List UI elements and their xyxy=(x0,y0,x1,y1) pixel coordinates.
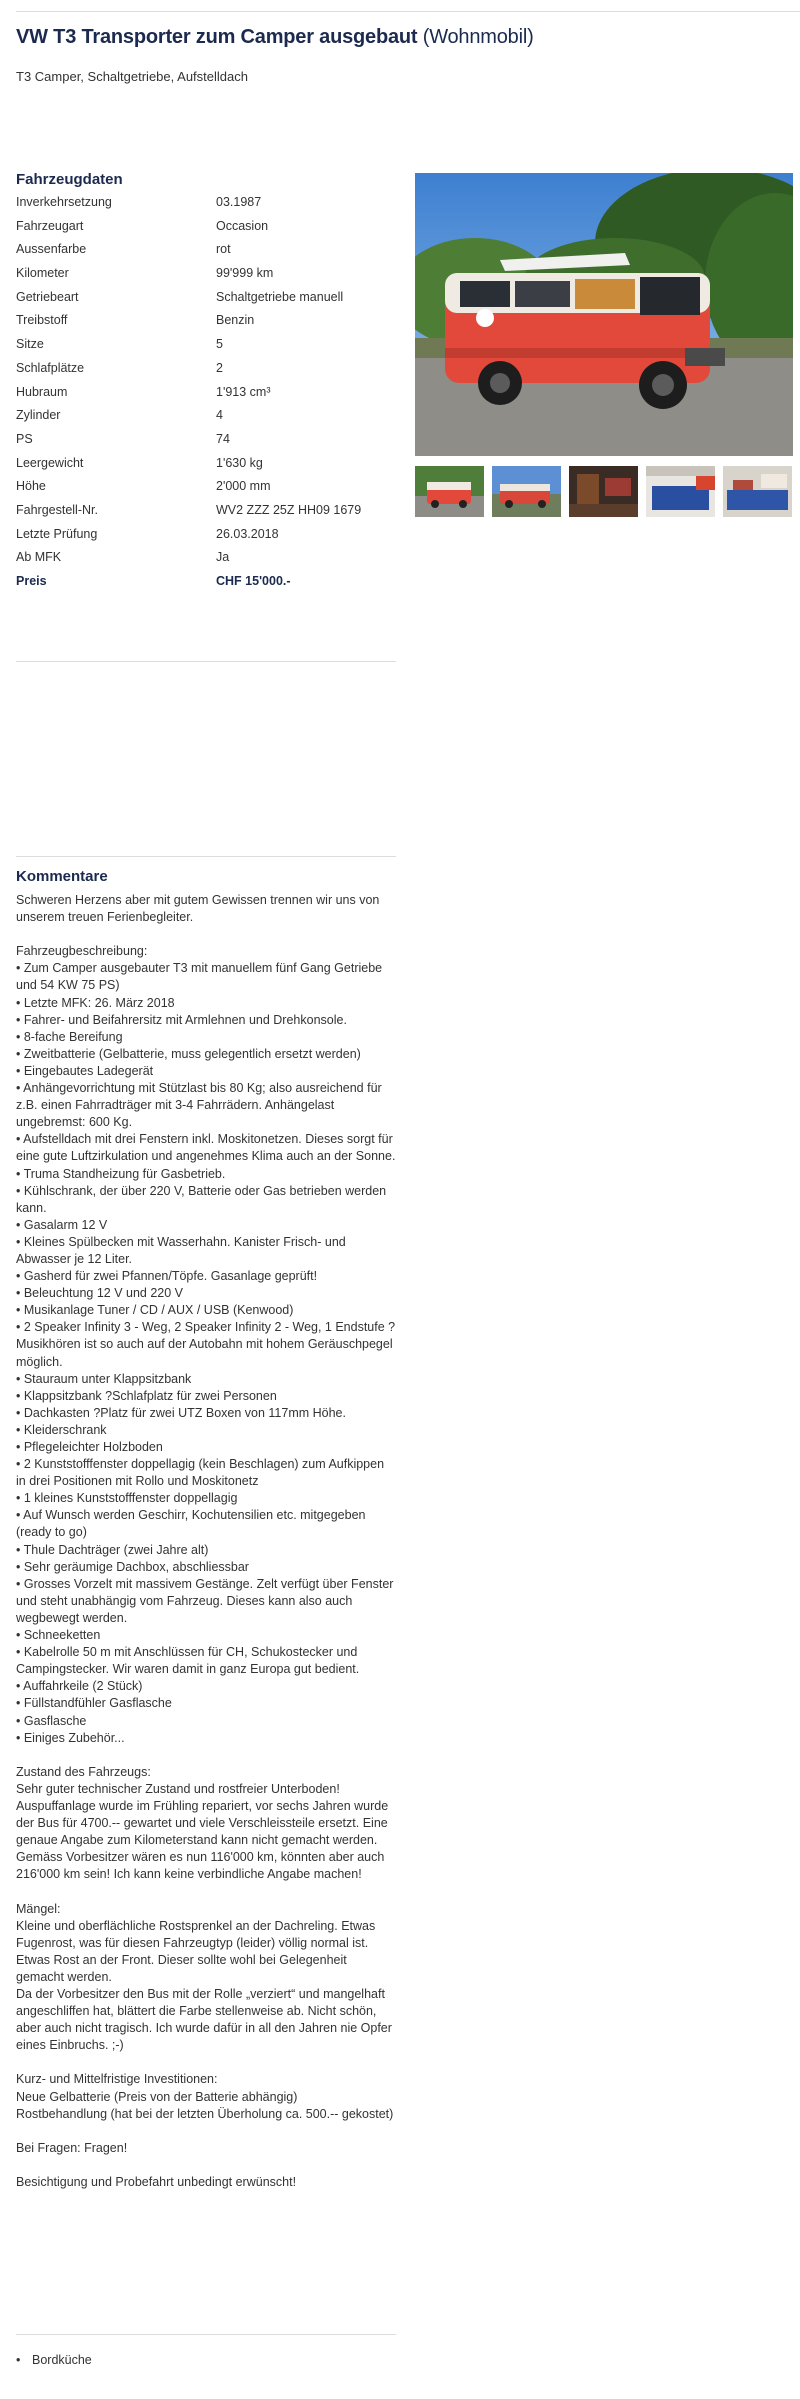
thumbnail-side-icon xyxy=(492,466,561,517)
comments-text: Schweren Herzens aber mit gutem Gewissen trennen wir uns von unserem treuen Ferienbegleiter. Fahrzeugbeschreibung: • Zum Camper ausgebauter T3 mit manuellem fünf Gang Getriebe und 54 KW 75 PS) • Letzte MFK: 26. März 2018 • Fahrer- und Beifahrersitz mit Armlehnen und Drehkonsole. • 8-fache Bereifung • Zweitbatterie (Gelbatterie, muss gelegentlich ersetzt werden) • Eingebautes Ladegerät • Anhängevorrichtung mit Stützlast bis 80 Kg; also ausreichend für z.B. einen Fahrradträger mit 3-4 Fahrrädern. Anhängelast ungebremst: 600 Kg. • Aufstelldach mit drei Fenstern inkl. Moskitonetzen. Dieses sorgt für eine gute Luftzirkulation und angenehmes Klima auch an der Sonne. • Truma Standheizung für Gasbetrieb. • Kühlschrank, der über 220 V, Batterie oder Gas betrieben werden kann. • Gasalarm 12 V • Kleines Spülbecken mit Wasserhahn. Kanister Frisch- und Abwasser je 12 Liter. • Gasherd für zwei Pfannen/Töpfe. Gasanlage geprüft! • Beleuchtung 12 V und 220 V • Musikanlage Tuner / CD / AUX / USB (Kenwood) • 2 Speaker Infinity 3 - Weg, 2 Speaker Infinity 2 - Weg, 1 Endstufe ?Musikhören ist so auch auf der Autobahn mit hohem Geräuschpegel möglich. • Stauraum unter Klappsitzbank • Klappsitzbank ?Schlafplatz für zwei Personen • Dachkasten ?Platz für zwei UTZ Boxen von 117mm Höhe. • Kleiderschrank • Pflegeleichter Holzboden • 2 Kunststofffenster doppellagig (kein Beschlagen) zum Aufkippen in drei Positionen mit Rollo und Moskitonetz • 1 kleines Kunststofffenster doppellagig • Auf Wunsch werden Geschirr, Kochutensilien etc. mitgegeben (ready to go) • Thule Dachträger (zwei Jahre alt) • Sehr geräumige Dachbox, abschliessbar • Grosses Vorzelt mit massivem Gestänge. Zelt verfügt über Fenster und steht unabhängig vom Fahrzeug. Dieses kann also auch wegbewegt werden. • Schneeketten • Kabelrolle 50 m mit Anschlüssen für CH, Schukostecker und Campingstecker. Wir waren damit in ganz Europa gut bedient. • Auffahrkeile (2 Stück) • Füllstandfühler Gasflasche • Gasflasche • Einiges Zubehör... Zustand des Fahrzeugs: Sehr guter technischer Zustand und rostfreier Unterboden! Auspuffanlage wurde im Frühling repariert, vor sechs Jahren wurde der Bus für 4700.-- gewartet und viele Verschleissteile ersetzt. Eine genaue Angabe zum Kilometerstand kann nicht gemacht werden. Gemäss Vorbesitzer wären es nun 116'000 km, könnten aber auch 216'000 km sein! Ich kann keine verbindliche Angabe machen! Mängel: Kleine und oberflächliche Rostsprenkel an der Dachreling. Etwas Fugenrost, was für diesen Fahrzeugtyp (leider) völlig normal ist. Etwas Rost an der Front. Dieser sollte wohl bei Gelegenheit gemacht werden. Da der Vorbesitzer den Bus mit der Rolle „verziert“ und mangelhaft angeschliffen hat, blättert die Farbe stellenweise ab. Nicht schön, aber auch nicht tragisch. Ich wurde dafür in all den Jahren nie Opfer eines Einbruchs. ;-) Kurz- und Mittelfristige Investitionen: Neue Gelbatterie (Preis von der Batterie abhängig) Rostbehandlung (hat bei der letzten Überholung ca. 500.-- gekostet) Bei Fragen: Fragen! Besichtigung und Probefahrt unbedingt erwünscht! xyxy=(16,893,396,2190)
spec-row: Hubraum 1'913 cm³ xyxy=(16,384,271,399)
spec-row: Sitze 5 xyxy=(16,337,223,352)
thumbnail-bed-icon xyxy=(646,466,715,517)
spec-row: Kilometer 99'999 km xyxy=(16,266,274,281)
spec-row: Fahrgestell-Nr. WV2 ZZZ 25Z HH09 1679 xyxy=(16,502,362,517)
listing-category: (Wohnmobil) xyxy=(422,26,534,48)
spec-row: Zylinder 4 xyxy=(16,408,223,423)
feature-label: Bordküche xyxy=(32,2353,92,2367)
thumbnail[interactable] xyxy=(415,466,484,517)
section-divider xyxy=(16,856,396,857)
comments-heading: Kommentare xyxy=(16,868,108,885)
feature-item xyxy=(16,2353,92,2367)
spec-row: Leergewicht 1'630 kg xyxy=(16,455,263,470)
price-label: Preis xyxy=(16,574,47,588)
spec-row: Höhe 2'000 mm xyxy=(16,479,271,494)
thumbnail-exterior-icon xyxy=(415,466,484,517)
price-row xyxy=(16,573,396,597)
thumbnail[interactable] xyxy=(569,466,638,517)
spec-row: Treibstoff Benzin xyxy=(16,313,255,328)
spec-row: Fahrzeugart Occasion xyxy=(16,218,269,233)
price-value: CHF 15'000.- xyxy=(216,574,291,588)
main-photo[interactable] xyxy=(415,173,793,456)
spec-row: Getriebeart Schaltgetriebe manuell xyxy=(16,289,344,304)
section-divider xyxy=(16,661,396,662)
thumbnail[interactable] xyxy=(492,466,561,517)
camper-van-photo-icon xyxy=(415,173,793,456)
thumbnail[interactable] xyxy=(723,466,792,517)
spec-row: Schlafplätze 2 xyxy=(16,360,223,375)
vehicle-data-table xyxy=(16,194,396,597)
page-title xyxy=(16,26,534,49)
spec-row: Aussenfarbe rot xyxy=(16,242,231,257)
bullet-icon: • xyxy=(16,2353,21,2367)
listing-subtitle: T3 Camper, Schaltgetriebe, Aufstelldach xyxy=(16,69,248,84)
thumbnail[interactable] xyxy=(646,466,715,517)
spec-row: Ab MFK Ja xyxy=(16,550,230,565)
spec-row: PS 74 xyxy=(16,431,230,446)
vehicle-data-heading: Fahrzeugdaten xyxy=(16,171,123,188)
top-divider xyxy=(16,11,800,12)
spec-row: Letzte Prüfung 26.03.2018 xyxy=(16,526,279,541)
spec-row: Inverkehrsetzung 03.1987 xyxy=(16,195,262,209)
thumbnail-interior-icon xyxy=(569,466,638,517)
listing-title: VW T3 Transporter zum Camper ausgebaut xyxy=(16,26,418,48)
section-divider xyxy=(16,2334,396,2335)
thumbnail-roof-bed-icon xyxy=(723,466,792,517)
